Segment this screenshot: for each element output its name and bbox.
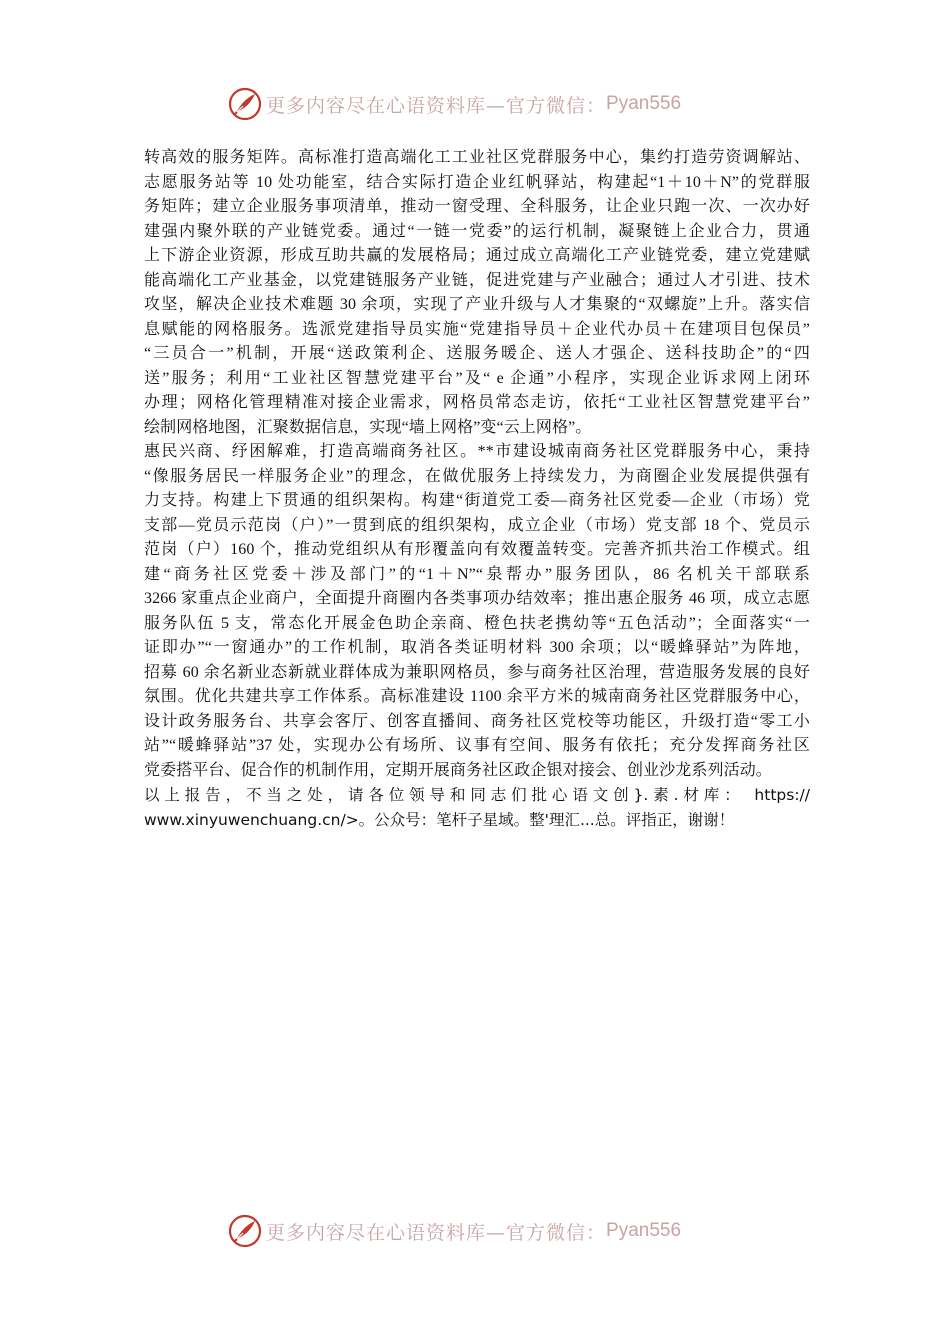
quill-logo-icon <box>228 87 262 121</box>
text-line: 送”服务；利用“工业社区智慧党建平台”及“ e 企通”小程序，实现企业诉求网上闭环 <box>144 369 810 387</box>
text-line: “三员合一”机制，开展“送政策利企、送服务暖企、送人才强企、送科技助企”的“四 <box>144 345 810 362</box>
text-line: 息赋能的网格服务。选派党建指导员实施“党建指导员＋企业代办员＋在建项目包保员” <box>144 320 810 338</box>
watermark-text: 更多内容尽在心语资料库—官方微信： <box>266 94 607 117</box>
text-line: 站”“暖蜂驿站”37 处，实现办公有场所、议事有空间、服务有依托；充分发挥商务社区 <box>144 737 810 754</box>
text-line: 招募 60 余名新业态新就业群体成为兼职网格员，参与商务社区治理，营造服务发展的良好 <box>144 663 810 681</box>
closing-line: 以上报告，不当之处，请各位领导和同志们批心语文创}.素.材库： https:// <box>144 786 810 804</box>
watermark-wechat-id: Pyan556 <box>606 1220 682 1241</box>
text-line: 力支持。构建上下贯通的组织架构。构建“街道党工委—商务社区党委—企业（市场）党 <box>144 492 810 509</box>
text-line: 氛围。优化共建共享工作体系。高标准建设 1100 余平方米的城南商务社区党群服务中心， <box>144 688 810 705</box>
quill-logo-icon <box>228 1214 262 1248</box>
text-line: 惠民兴商、纾困解难，打造高端商务社区。**市建设城南商务社区党群服务中心，秉持 <box>144 443 810 460</box>
text-line: 支部—党员示范岗（户）”一贯到底的组织架构，成立企业（市场）党支部 18 个、党员示 <box>144 516 810 534</box>
text-line: 志愿服务站等 10 处功能室，结合实际打造企业红帆驿站，构建起“1＋10＋N”的党群服 <box>144 173 810 191</box>
text-line: 设计政务服务台、共享会客厅、创客直播间、商务社区党校等功能区，升级打造“零工小 <box>144 712 810 730</box>
text-line: 建强内聚外联的产业链党委。通过“一链一党委”的运行机制，凝聚链上企业合力，贯通 <box>144 222 810 240</box>
document-body <box>144 146 810 832</box>
text-line: 服务队伍 5 支，常态化开展金色助企亲商、橙色扶老携幼等“五色活动”；全面落实“一 <box>144 614 810 632</box>
closing-line: www.xinyuwenchuang.cn/>。公众号：笔杆子星域。整'理汇...总。评指正，谢谢！ <box>144 810 735 829</box>
text-line: 转高效的服务矩阵。高标准打造高端化工工业社区党群服务中心，集约打造劳资调解站、 <box>144 149 810 166</box>
text-line: 办理；网格化管理精准对接企业需求，网格员常态走访，依托“工业社区智慧党建平台” <box>144 394 810 411</box>
footer-watermark <box>0 1211 950 1251</box>
text-line: 3266 家重点企业商户，全面提升商圈内各类事项办结效率；推出惠企服务 46 项，成立志愿 <box>144 590 810 607</box>
text-line: 务矩阵；建立企业服务事项清单，推动一窗受理、全科服务，让企业只跑一次、一次办好 <box>144 198 810 215</box>
text-line: 范岗（户）160 个，推动党组织从有形覆盖向有效覆盖转变。完善齐抓共治工作模式。组 <box>144 541 810 558</box>
watermark-text: 更多内容尽在心语资料库—官方微信： <box>266 1221 607 1244</box>
text-line: 上下游企业资源，形成互助共赢的发展格局；通过成立高端化工产业链党委，建立党建赋 <box>144 247 810 264</box>
header-watermark <box>0 84 950 124</box>
watermark-wechat-id: Pyan556 <box>606 93 682 114</box>
text-line: 能高端化工产业基金，以党建链服务产业链，促进党建与产业融合；通过人才引进、技术 <box>144 271 810 289</box>
text-line: “像服务居民一样服务企业”的理念，在做优服务上持续发力，为商圈企业发展提供强有 <box>144 467 810 485</box>
text-line: 建“商务社区党委＋涉及部门”的“1＋N”“泉帮办”服务团队，86 名机关干部联系 <box>144 565 810 583</box>
text-line: 证即办”“一窗通办”的工作机制，取消各类证明材料 300 余项；以“暖蜂驿站”为阵地， <box>144 639 810 656</box>
text-line: 绘制网格地图，汇聚数据信息，实现“墙上网格”变“云上网格”。 <box>144 418 592 436</box>
text-line: 党委搭平台、促合作的机制作用，定期开展商务社区政企银对接会、创业沙龙系列活动。 <box>144 761 772 779</box>
text-line: 攻坚，解决企业技术难题 30 余项，实现了产业升级与人才集聚的“双螺旋”上升。落实信 <box>144 296 810 313</box>
